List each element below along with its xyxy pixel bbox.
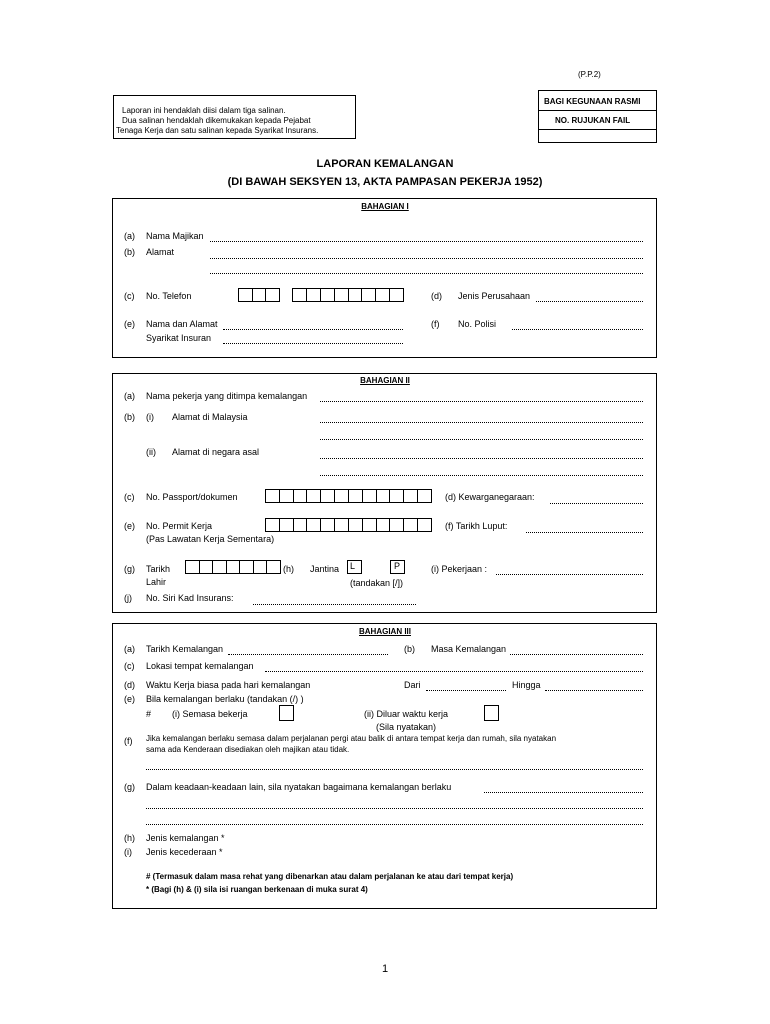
item-label: (h) — [124, 833, 135, 843]
origin-address-field-1[interactable] — [320, 458, 643, 459]
item-label: (h) — [283, 564, 294, 574]
commute-text-1: Jika kemalangan berlaku semasa dalam perjalanan pergi atau balik di antara tempat kerja dan rumah, sila nyatakan — [146, 734, 557, 743]
phone-label: No. Telefon — [146, 291, 192, 301]
page-subtitle: (DI BAWAH SEKSYEN 13, AKTA PAMPASAN PEKERJA 1952) — [227, 176, 543, 188]
item-label: (g) — [124, 782, 135, 792]
address-field-1[interactable] — [210, 258, 643, 259]
note-line-2: Dua salinan hendaklah dikemukakan kepada Pejabat — [122, 116, 311, 125]
item-label: (e) — [124, 694, 135, 704]
expiry-date-field[interactable] — [526, 532, 643, 533]
accident-date-label: Tarikh Kemalangan — [146, 644, 224, 654]
part-3-heading: BAHAGIAN III — [359, 627, 411, 636]
page-number: 1 — [381, 963, 389, 975]
official-use-label: BAGI KEGUNAAN RASMI — [544, 97, 641, 106]
phone-area-cells[interactable] — [238, 288, 280, 302]
item-label: (i) — [146, 412, 154, 422]
other-circumstances-label: Dalam keadaan-keadaan lain, sila nyatakan bagaimana kemalangan berlaku — [146, 782, 452, 792]
gender-note: (tandakan [/]) — [350, 578, 404, 588]
accident-date-field[interactable] — [228, 654, 388, 655]
commute-field[interactable] — [146, 769, 643, 770]
item-label: (c) — [124, 661, 135, 671]
item-label: (a) — [124, 391, 135, 401]
from-time-field[interactable] — [426, 690, 506, 691]
file-ref-label: NO. RUJUKAN FAIL — [555, 116, 631, 125]
nationality-label: (d) Kewarganegaraan: — [445, 492, 535, 502]
during-work-label: (i) Semasa bekerja — [172, 709, 248, 719]
accident-when-label: Bila kemalangan berlaku (tandakan (/) ) — [146, 694, 304, 704]
work-permit-cells[interactable] — [265, 518, 432, 532]
accident-location-field[interactable] — [265, 671, 643, 672]
item-label: (b) — [404, 644, 415, 654]
item-label: (b) — [124, 412, 135, 422]
accident-location-label: Lokasi tempat kemalangan — [146, 661, 254, 671]
item-label: (c) — [124, 291, 135, 301]
employer-name-field[interactable] — [210, 241, 643, 242]
birth-date-label-2: Lahir — [146, 577, 167, 587]
item-label: (ii) — [146, 447, 156, 457]
gender-label: Jantina — [310, 564, 340, 574]
gender-female-checkbox[interactable]: P — [390, 560, 405, 574]
official-use-box — [538, 90, 657, 143]
insurer-label: Nama dan Alamat — [146, 319, 218, 329]
note-line-1: Laporan ini hendaklah diisi dalam tiga salinan. — [122, 106, 286, 115]
item-label: (f) — [431, 319, 440, 329]
footnote-1: # (Termasuk dalam masa rehat yang dibenarkan atau dalam perjalanan ke atau dari tempat kerja) — [146, 872, 514, 881]
hash-marker: # — [146, 709, 152, 719]
employer-name-label: Nama Majikan — [146, 231, 204, 241]
occupation-label: (i) Pekerjaan : — [431, 564, 488, 574]
policy-field[interactable] — [512, 329, 643, 330]
insurer-field-1[interactable] — [223, 329, 403, 330]
item-label: (e) — [124, 319, 135, 329]
during-work-checkbox[interactable] — [279, 705, 294, 721]
to-time-field[interactable] — [545, 690, 643, 691]
policy-label: No. Polisi — [458, 319, 497, 329]
from-label: Dari — [404, 680, 421, 690]
instruction-note — [113, 95, 356, 139]
insurer-field-2[interactable] — [223, 343, 403, 344]
to-label: Hingga — [512, 680, 541, 690]
accident-time-label: Masa Kemalangan — [431, 644, 507, 654]
insurer-label-2: Syarikat Insuran — [146, 333, 212, 343]
expiry-date-label: (f) Tarikh Luput: — [445, 521, 508, 531]
address-field-2[interactable] — [210, 273, 643, 274]
malaysia-address-field-1[interactable] — [320, 422, 643, 423]
work-permit-label-2: (Pas Lawatan Kerja Sementara) — [146, 534, 275, 544]
accident-type-label: Jenis kemalangan * — [146, 833, 225, 843]
malaysia-address-label: Alamat di Malaysia — [172, 412, 248, 422]
item-label: (f) — [124, 736, 133, 746]
outside-work-checkbox[interactable] — [484, 705, 499, 721]
item-label: (g) — [124, 564, 135, 574]
item-label: (d) — [124, 680, 135, 690]
origin-address-label: Alamat di negara asal — [172, 447, 260, 457]
malaysia-address-field-2[interactable] — [320, 439, 643, 440]
passport-label: No. Passport/dokumen — [146, 492, 238, 502]
form-code: (P.P.2) — [578, 70, 601, 79]
industry-field[interactable] — [536, 301, 643, 302]
accident-time-field[interactable] — [510, 654, 643, 655]
item-label: (e) — [124, 521, 135, 531]
item-label: (j) — [124, 593, 132, 603]
part-2-heading: BAHAGIAN II — [360, 376, 410, 385]
working-hours-label: Waktu Kerja biasa pada hari kemalangan — [146, 680, 311, 690]
industry-label: Jenis Perusahaan — [458, 291, 531, 301]
injury-type-label: Jenis kecederaan * — [146, 847, 223, 857]
insurance-card-field[interactable] — [253, 604, 416, 605]
item-label: (a) — [124, 644, 135, 654]
page-title: LAPORAN KEMALANGAN — [316, 158, 454, 170]
occupation-field[interactable] — [496, 574, 643, 575]
insurance-card-label: No. Siri Kad Insurans: — [146, 593, 234, 603]
item-label: (d) — [431, 291, 442, 301]
other-circumstances-field-3[interactable] — [146, 824, 643, 825]
other-circumstances-field-1[interactable] — [484, 792, 643, 793]
footnote-2: * (Bagi (h) & (i) sila isi ruangan berkenaan di muka surat 4) — [146, 885, 368, 894]
worker-name-field[interactable] — [320, 401, 643, 402]
work-permit-label: No. Permit Kerja — [146, 521, 213, 531]
nationality-field[interactable] — [550, 503, 643, 504]
phone-number-cells[interactable] — [292, 288, 404, 302]
gender-male-checkbox[interactable]: L — [347, 560, 362, 574]
other-circumstances-field-2[interactable] — [146, 808, 643, 809]
item-label: (b) — [124, 247, 135, 257]
item-label: (c) — [124, 492, 135, 502]
note-line-3: Tenaga Kerja dan satu salinan kepada Syarikat Insurans. — [116, 126, 319, 135]
birth-date-label: Tarikh — [146, 564, 171, 574]
birth-date-cells[interactable] — [185, 560, 281, 574]
item-label: (i) — [124, 847, 132, 857]
outside-work-label: (ii) Diluar waktu kerja — [364, 709, 449, 719]
item-label: (a) — [124, 231, 135, 241]
passport-cells[interactable] — [265, 489, 432, 503]
part-1-heading: BAHAGIAN I — [361, 202, 409, 211]
worker-name-label: Nama pekerja yang ditimpa kemalangan — [146, 391, 308, 401]
commute-text-2: sama ada Kenderaan disediakan oleh majikan atau tidak. — [146, 745, 350, 754]
outside-work-note: (Sila nyatakan) — [376, 722, 437, 732]
origin-address-field-2[interactable] — [320, 475, 643, 476]
address-label: Alamat — [146, 247, 175, 257]
